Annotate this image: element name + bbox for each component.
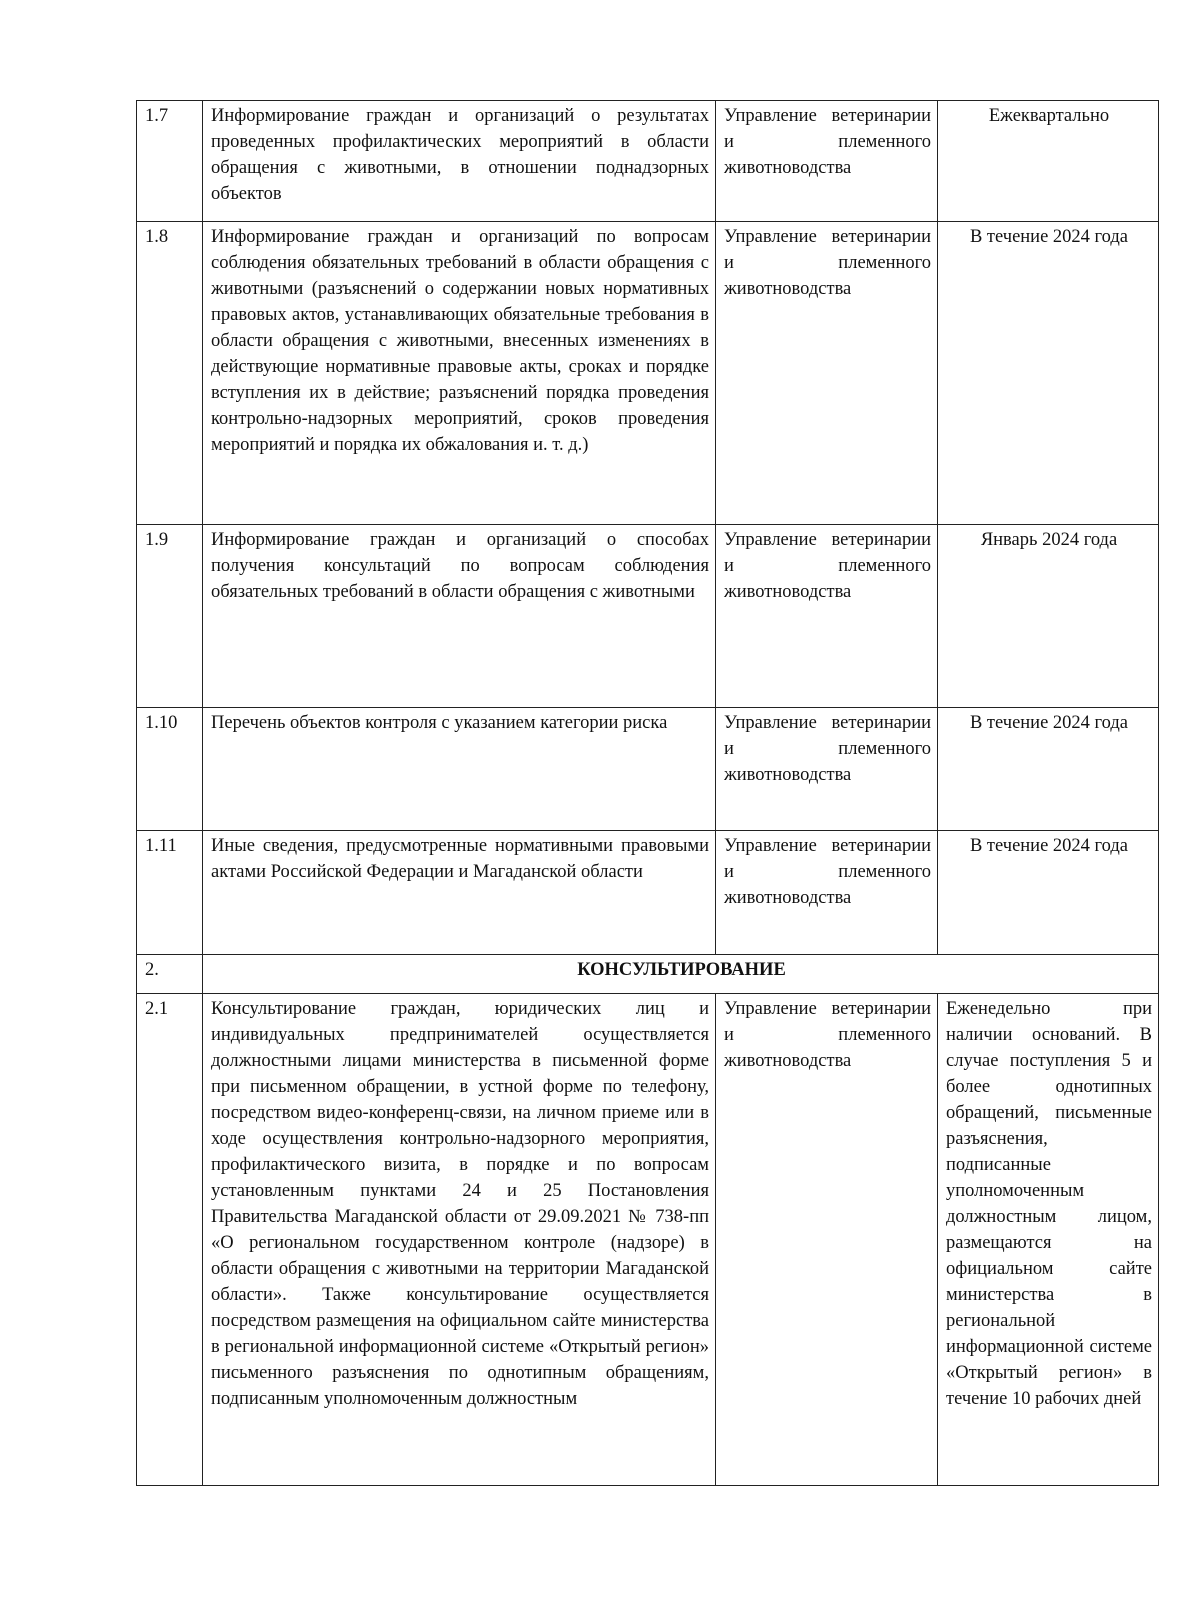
table-row: [137, 708, 1159, 831]
row-number: 1.9: [137, 525, 203, 708]
table-row: [137, 831, 1159, 955]
row-number: 1.10: [137, 708, 203, 831]
plan-table: [136, 100, 1159, 1486]
row-number: 1.11: [137, 831, 203, 955]
row-term: В течение 2024 года: [938, 222, 1159, 525]
section-number: 2.: [137, 955, 203, 994]
table-row: [137, 525, 1159, 708]
section-row: [137, 955, 1159, 994]
table-row: [137, 994, 1159, 1486]
row-text: Информирование граждан и организаций о способах получения консультаций по вопросам соблюдения обязательных требований в области обращения с животными: [203, 525, 716, 708]
row-number: 1.7: [137, 101, 203, 222]
row-number: 2.1: [137, 994, 203, 1486]
row-responsible: Управление ветеринарии и племенного животноводства: [716, 708, 938, 831]
row-term: Январь 2024 года: [938, 525, 1159, 708]
table-row: [137, 101, 1159, 222]
row-text: Иные сведения, предусмотренные нормативными правовыми актами Российской Федерации и Магаданской области: [203, 831, 716, 955]
row-number: 1.8: [137, 222, 203, 525]
row-text: Перечень объектов контроля с указанием категории риска: [203, 708, 716, 831]
table-row: [137, 222, 1159, 525]
row-text: Консультирование граждан, юридических лиц и индивидуальных предпринимателей осуществляется должностными лицами министерства в письменной форме при письменном обращении, в устной форме по телефону, посредством видео-конференц-связи, на личном приеме или в ходе осуществления контрольно-надзорного мероприятия, профилактического визита, в порядке и по вопросам установленным пунктами 24 и 25 Постановления Правительства Магаданской области от 29.09.2021 № 738-пп «О региональном государственном контроле (надзоре) в области обращения с животными на территории Магаданской области». Также консультирование осуществляется посредством размещения на официальном сайте министерства в региональной информационной системе «Открытый регион» письменного разъяснения по однотипным обращениям, подписанным уполномоченным должностным: [203, 994, 716, 1486]
row-responsible: Управление ветеринарии и племенного животноводства: [716, 222, 938, 525]
row-responsible: Управление ветеринарии и племенного животноводства: [716, 101, 938, 222]
row-text: Информирование граждан и организаций по вопросам соблюдения обязательных требований в области обращения с животными (разъяснений о содержании новых нормативных правовых актов, устанавливающих обязательные требования в области обращения с животными, внесенных изменениях в действующие нормативные правовые акты, сроках и порядке вступления их в действие; разъяснений порядка проведения контрольно-надзорных мероприятий, сроков проведения мероприятий и порядка их обжалования и. т. д.): [203, 222, 716, 525]
row-term: Ежеквартально: [938, 101, 1159, 222]
row-term: В течение 2024 года: [938, 831, 1159, 955]
row-responsible: Управление ветеринарии и племенного животноводства: [716, 994, 938, 1486]
row-responsible: Управление ветеринарии и племенного животноводства: [716, 525, 938, 708]
row-term: Еженедельно при наличии оснований. В случае поступления 5 и более однотипных обращений, письменные разъяснения, подписанные уполномоченным должностным лицом, размещаются на официальном сайте министерства в региональной информационной системе «Открытый регион» в течение 10 рабочих дней: [938, 994, 1159, 1486]
section-title: КОНСУЛЬТИРОВАНИЕ: [203, 955, 1159, 994]
row-text: Информирование граждан и организаций о результатах проведенных профилактических мероприятий в области обращения с животными, в отношении поднадзорных объектов: [203, 101, 716, 222]
row-responsible: Управление ветеринарии и племенного животноводства: [716, 831, 938, 955]
row-term: В течение 2024 года: [938, 708, 1159, 831]
